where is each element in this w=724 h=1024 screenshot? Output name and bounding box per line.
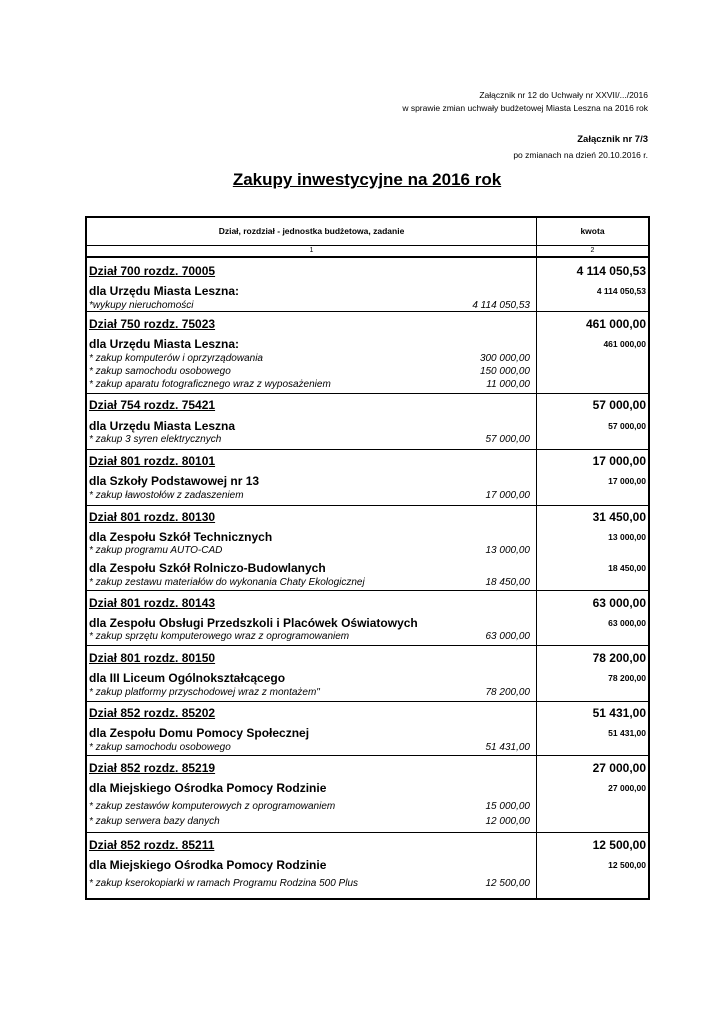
header-changes-date: po zmianach na dzień 20.10.2016 r. bbox=[513, 150, 648, 160]
dzial-amount: 57 000,00 bbox=[592, 398, 646, 412]
unit-name: dla Miejskiego Ośrodka Pomocy Rodzinie bbox=[89, 781, 327, 795]
task-description: * zakup platformy przyschodowej wraz z montażem" bbox=[89, 687, 320, 698]
unit-amount: 27 000,00 bbox=[608, 783, 646, 793]
task-description: *wykupy nieruchomości bbox=[89, 300, 194, 311]
dzial-heading: Dział 852 rozdz. 85202 bbox=[89, 706, 216, 720]
section-divider bbox=[87, 755, 648, 756]
dzial-amount: 31 450,00 bbox=[592, 510, 646, 524]
dzial-heading: Dział 754 rozdz. 75421 bbox=[89, 398, 216, 412]
col-header-description: Dział, rozdział - jednostka budżetowa, zadanie bbox=[218, 226, 405, 236]
unit-name: dla Urzędu Miasta Leszna: bbox=[89, 337, 240, 351]
task-amount: 12 000,00 bbox=[485, 816, 530, 827]
dzial-heading: Dział 852 rozdz. 85219 bbox=[89, 761, 216, 775]
section-divider bbox=[87, 505, 648, 506]
header-bottom-divider bbox=[87, 256, 648, 258]
section-divider bbox=[87, 832, 648, 833]
task-amount: 18 450,00 bbox=[485, 577, 530, 588]
task-amount: 57 000,00 bbox=[485, 434, 530, 445]
task-description: * zakup kserokopiarki w ramach Programu Rodzina 500 Plus bbox=[89, 878, 359, 889]
task-amount: 15 000,00 bbox=[485, 801, 530, 812]
investment-table bbox=[85, 216, 650, 900]
unit-name: dla Zespołu Obsługi Przedszkoli i Placówek Oświatowych bbox=[89, 616, 418, 630]
task-description: * zakup ławostołów z zadaszeniem bbox=[89, 490, 244, 501]
dzial-amount: 63 000,00 bbox=[592, 596, 646, 610]
unit-name: dla Urzędu Miasta Leszna bbox=[89, 419, 236, 433]
unit-amount: 63 000,00 bbox=[608, 618, 646, 628]
task-description: * zakup zestawów komputerowych z oprogramowaniem bbox=[89, 801, 336, 812]
unit-amount: 78 200,00 bbox=[608, 673, 646, 683]
unit-amount: 13 000,00 bbox=[608, 532, 646, 542]
unit-amount: 12 500,00 bbox=[608, 860, 646, 870]
dzial-heading: Dział 700 rozdz. 70005 bbox=[89, 264, 216, 278]
unit-amount: 18 450,00 bbox=[608, 563, 646, 573]
header-subject-line: w sprawie zmian uchwały budżetowej Miasta Leszna na 2016 rok bbox=[402, 103, 648, 113]
unit-name: dla Miejskiego Ośrodka Pomocy Rodzinie bbox=[89, 858, 327, 872]
section-divider bbox=[87, 311, 648, 312]
unit-name: dla III Liceum Ogólnokształcącego bbox=[89, 671, 286, 685]
unit-name: dla Urzędu Miasta Leszna: bbox=[89, 284, 240, 298]
section-divider bbox=[87, 393, 648, 394]
dzial-amount: 78 200,00 bbox=[592, 651, 646, 665]
section-divider bbox=[87, 701, 648, 702]
header-annex-line: Załącznik nr 12 do Uchwały nr XXVII/.../2016 bbox=[479, 90, 648, 100]
dzial-amount: 51 431,00 bbox=[592, 706, 646, 720]
task-amount: 78 200,00 bbox=[485, 687, 530, 698]
dzial-amount: 27 000,00 bbox=[592, 761, 646, 775]
task-amount: 11 000,00 bbox=[486, 379, 530, 390]
task-amount: 300 000,00 bbox=[479, 353, 530, 364]
unit-name: dla Szkoły Podstawowej nr 13 bbox=[89, 474, 260, 488]
dzial-heading: Dział 750 rozdz. 75023 bbox=[89, 317, 216, 331]
dzial-amount: 4 114 050,53 bbox=[576, 264, 646, 278]
unit-amount: 17 000,00 bbox=[608, 476, 646, 486]
task-description: * zakup komputerów i oprzyrządowania bbox=[89, 353, 263, 364]
section-divider bbox=[87, 645, 648, 646]
page-title: Zakupy inwestycyjne na 2016 rok bbox=[232, 170, 502, 189]
section-divider bbox=[87, 449, 648, 450]
task-amount: 12 500,00 bbox=[485, 878, 530, 889]
task-amount: 4 114 050,53 bbox=[472, 300, 530, 311]
dzial-amount: 17 000,00 bbox=[592, 454, 646, 468]
unit-amount: 57 000,00 bbox=[608, 421, 646, 431]
column-divider bbox=[536, 218, 537, 898]
section-divider bbox=[87, 590, 648, 591]
task-amount: 13 000,00 bbox=[485, 545, 530, 556]
col-header-amount: kwota bbox=[580, 226, 605, 236]
task-description: * zakup serwera bazy danych bbox=[89, 816, 220, 827]
dzial-heading: Dział 801 rozdz. 80150 bbox=[89, 651, 216, 665]
unit-name: dla Zespołu Szkół Rolniczo-Budowlanych bbox=[89, 561, 326, 575]
task-description: * zakup samochodu osobowego bbox=[89, 742, 231, 753]
col-number-2: 2 bbox=[590, 247, 595, 254]
task-amount: 51 431,00 bbox=[485, 742, 530, 753]
header-annex-number: Załącznik nr 7/3 bbox=[577, 134, 648, 145]
task-amount: 17 000,00 bbox=[485, 490, 530, 501]
task-description: * zakup zestawu materiałów do wykonania Chaty Ekologicznej bbox=[89, 577, 365, 588]
dzial-heading: Dział 801 rozdz. 80130 bbox=[89, 510, 216, 524]
dzial-amount: 12 500,00 bbox=[592, 838, 646, 852]
task-description: * zakup 3 syren elektrycznych bbox=[89, 434, 222, 445]
task-amount: 63 000,00 bbox=[485, 631, 530, 642]
task-description: * zakup samochodu osobowego bbox=[89, 366, 231, 377]
unit-name: dla Zespołu Domu Pomocy Społecznej bbox=[89, 726, 310, 740]
unit-amount: 4 114 050,53 bbox=[596, 286, 646, 296]
unit-name: dla Zespołu Szkół Technicznych bbox=[89, 530, 273, 544]
task-description: * zakup programu AUTO-CAD bbox=[89, 545, 223, 556]
dzial-heading: Dział 852 rozdz. 85211 bbox=[89, 838, 215, 852]
task-amount: 150 000,00 bbox=[479, 366, 530, 377]
unit-amount: 461 000,00 bbox=[603, 339, 646, 349]
task-description: * zakup sprzętu komputerowego wraz z oprogramowaniem bbox=[89, 631, 350, 642]
task-description: * zakup aparatu fotograficznego wraz z wyposażeniem bbox=[89, 379, 331, 390]
dzial-heading: Dział 801 rozdz. 80143 bbox=[89, 596, 216, 610]
unit-amount: 51 431,00 bbox=[608, 728, 646, 738]
dzial-heading: Dział 801 rozdz. 80101 bbox=[89, 454, 216, 468]
col-number-1: 1 bbox=[309, 247, 314, 254]
dzial-amount: 461 000,00 bbox=[585, 317, 646, 331]
